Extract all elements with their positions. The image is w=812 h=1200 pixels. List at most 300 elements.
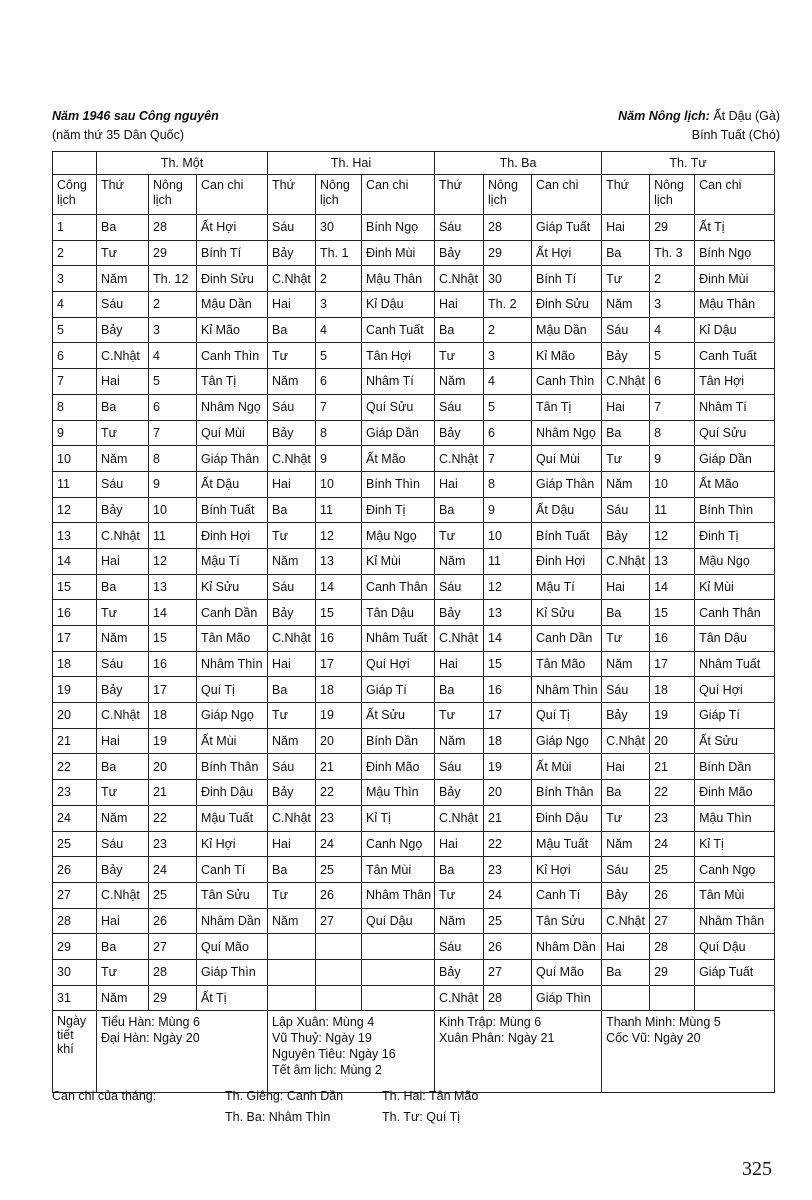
can-chi-cell — [695, 985, 775, 1011]
day-number: 2 — [53, 240, 97, 266]
day-number: 3 — [53, 266, 97, 292]
can-chi-cell: Canh Thân — [362, 574, 435, 600]
weekday-cell: Sáu — [97, 292, 149, 318]
solar-terms-cell — [435, 1011, 602, 1093]
can-chi-cell: Nhâm Thân — [695, 908, 775, 934]
weekday-cell: Năm — [268, 908, 316, 934]
weekday-cell — [268, 959, 316, 985]
weekday-cell: Bảy — [97, 317, 149, 343]
lunar-day-cell: 7 — [484, 446, 532, 472]
can-chi-cell: Giáp Ngọ — [197, 703, 268, 729]
can-chi-cell: Mậu Dần — [197, 292, 268, 318]
weekday-cell: Bảy — [602, 882, 650, 908]
weekday-cell: Ba — [435, 677, 484, 703]
table-row — [53, 934, 775, 960]
can-chi-cell: Kỉ Mão — [197, 317, 268, 343]
month-canchi-section — [52, 1089, 780, 1129]
can-chi-cell: Đinh Sửu — [532, 292, 602, 318]
can-chi-cell: Mậu Tí — [197, 548, 268, 574]
can-chi-cell: Mậu Ngọ — [362, 523, 435, 549]
can-chi-cell: Giáp Dần — [362, 420, 435, 446]
col-header-nong-lich: Nông lịch — [484, 175, 532, 215]
lunar-day-cell: 16 — [484, 677, 532, 703]
lunar-day-cell: 7 — [316, 394, 362, 420]
day-number: 21 — [53, 728, 97, 754]
can-chi-cell: Canh Ngọ — [362, 831, 435, 857]
can-chi-cell: Giáp Ngọ — [532, 728, 602, 754]
lunar-day-cell: 27 — [650, 908, 695, 934]
can-chi-cell: Ất Mùi — [197, 728, 268, 754]
header-line-2 — [52, 128, 780, 144]
solar-terms-cell — [97, 1011, 268, 1093]
day-number: 4 — [53, 292, 97, 318]
can-chi-cell: Đinh Hợi — [532, 548, 602, 574]
weekday-cell: Hai — [602, 215, 650, 241]
weekday-cell: Tư — [97, 600, 149, 626]
day-number: 15 — [53, 574, 97, 600]
can-chi-cell: Bính Thân — [197, 754, 268, 780]
weekday-cell: Sáu — [602, 317, 650, 343]
weekday-cell: Ba — [268, 677, 316, 703]
weekday-cell: Ba — [435, 857, 484, 883]
weekday-cell: C.Nhật — [602, 548, 650, 574]
lunar-day-cell: 12 — [484, 574, 532, 600]
can-chi-cell: Canh Dần — [532, 626, 602, 652]
lunar-day-cell: 30 — [316, 215, 362, 241]
weekday-cell: Hai — [435, 831, 484, 857]
lunar-year-next: Bính Tuất (Chó) — [691, 128, 780, 142]
can-chi-cell: Đinh Mùi — [362, 240, 435, 266]
day-number: 25 — [53, 831, 97, 857]
weekday-cell — [268, 934, 316, 960]
lunar-day-cell: 17 — [149, 677, 197, 703]
weekday-cell: Tư — [268, 343, 316, 369]
weekday-cell: Ba — [435, 497, 484, 523]
can-chi-cell: Giáp Thân — [197, 446, 268, 472]
can-chi-cell: Mậu Thân — [362, 266, 435, 292]
weekday-cell: Ba — [602, 600, 650, 626]
weekday-cell: Tư — [97, 420, 149, 446]
can-chi-cell: Bính Ngọ — [362, 215, 435, 241]
lunar-day-cell: 15 — [484, 651, 532, 677]
weekday-cell: Tư — [268, 703, 316, 729]
weekday-cell: Tư — [268, 882, 316, 908]
weekday-cell: C.Nhật — [435, 805, 484, 831]
lunar-day-cell: 29 — [149, 240, 197, 266]
weekday-cell: Năm — [97, 805, 149, 831]
lunar-day-cell: 3 — [316, 292, 362, 318]
lunar-day-cell: 14 — [149, 600, 197, 626]
can-chi-cell: Quí Dậu — [695, 934, 775, 960]
day-number: 22 — [53, 754, 97, 780]
can-chi-cell: Bính Tuất — [532, 523, 602, 549]
lunar-day-cell: 17 — [650, 651, 695, 677]
weekday-cell: Hai — [268, 651, 316, 677]
weekday-cell: C.Nhật — [97, 882, 149, 908]
weekday-cell: Sáu — [602, 497, 650, 523]
table-row — [53, 754, 775, 780]
can-chi-cell: Đinh Dậu — [532, 805, 602, 831]
lunar-day-cell: 20 — [316, 728, 362, 754]
solar-terms-row — [53, 1011, 775, 1093]
weekday-cell: Ba — [97, 574, 149, 600]
day-number: 30 — [53, 959, 97, 985]
weekday-cell: C.Nhật — [435, 266, 484, 292]
lunar-day-cell: 26 — [316, 882, 362, 908]
weekday-cell: Bảy — [97, 677, 149, 703]
table-row — [53, 882, 775, 908]
lunar-day-cell: Th. 3 — [650, 240, 695, 266]
weekday-cell: Bảy — [435, 600, 484, 626]
lunar-day-cell: 19 — [484, 754, 532, 780]
weekday-cell: Ba — [602, 780, 650, 806]
weekday-cell: Hai — [97, 908, 149, 934]
can-chi-cell: Đinh Sửu — [197, 266, 268, 292]
lunar-day-cell: 10 — [650, 471, 695, 497]
lunar-day-cell: 18 — [149, 703, 197, 729]
lunar-day-cell: 8 — [650, 420, 695, 446]
can-chi-cell: Giáp Thìn — [532, 985, 602, 1011]
weekday-cell: Tư — [602, 446, 650, 472]
table-row — [53, 317, 775, 343]
weekday-cell: Ba — [97, 394, 149, 420]
col-header-thu: Thứ — [602, 175, 650, 215]
can-chi-cell: Nhâm Ngọ — [197, 394, 268, 420]
can-chi-cell — [362, 985, 435, 1011]
weekday-cell: Bảy — [435, 780, 484, 806]
can-chi-cell: Tân Tị — [532, 394, 602, 420]
solar-terms-cell — [268, 1011, 435, 1093]
month-header: Th. Hai — [268, 152, 435, 175]
weekday-cell: Sáu — [97, 651, 149, 677]
col-header-can-chi: Can chi — [695, 175, 775, 215]
weekday-cell: Năm — [268, 548, 316, 574]
can-chi-cell: Nhâm Tí — [695, 394, 775, 420]
lunar-day-cell: 18 — [484, 728, 532, 754]
can-chi-cell: Kỉ Mùi — [695, 574, 775, 600]
table-row — [53, 548, 775, 574]
day-number: 23 — [53, 780, 97, 806]
day-number: 20 — [53, 703, 97, 729]
can-chi-cell: Mậu Thân — [695, 292, 775, 318]
can-chi-cell: Kỉ Sửu — [197, 574, 268, 600]
weekday-cell: Sáu — [602, 857, 650, 883]
weekday-cell: Sáu — [435, 215, 484, 241]
lunar-day-cell: 10 — [149, 497, 197, 523]
day-number: 14 — [53, 548, 97, 574]
lunar-day-cell: 11 — [149, 523, 197, 549]
solar-terms-cell — [602, 1011, 775, 1093]
weekday-cell: Tư — [97, 780, 149, 806]
day-number: 17 — [53, 626, 97, 652]
lunar-day-cell: 16 — [650, 626, 695, 652]
col-header-cong-lich: Công lịch — [53, 175, 97, 215]
weekday-cell: C.Nhật — [268, 266, 316, 292]
day-number: 19 — [53, 677, 97, 703]
lunar-day-cell: 3 — [484, 343, 532, 369]
can-chi-cell: Canh Tí — [532, 882, 602, 908]
lunar-day-cell: 19 — [650, 703, 695, 729]
can-chi-cell: Giáp Tí — [695, 703, 775, 729]
can-chi-cell: Giáp Dần — [695, 446, 775, 472]
weekday-cell: Ba — [268, 857, 316, 883]
can-chi-cell: Mậu Thìn — [362, 780, 435, 806]
lunar-day-cell: 28 — [650, 934, 695, 960]
lunar-day-cell: 21 — [149, 780, 197, 806]
lunar-day-cell: 23 — [316, 805, 362, 831]
lunar-day-cell: 6 — [484, 420, 532, 446]
can-chi-cell: Quí Tị — [532, 703, 602, 729]
can-chi-cell: Ất Sửu — [695, 728, 775, 754]
can-chi-cell: Quí Dậu — [362, 908, 435, 934]
can-chi-cell: Canh Thìn — [532, 369, 602, 395]
day-number: 24 — [53, 805, 97, 831]
weekday-cell: Bảy — [435, 420, 484, 446]
lunar-day-cell: 15 — [650, 600, 695, 626]
can-chi-cell: Kỉ Mùi — [362, 548, 435, 574]
weekday-cell: Năm — [602, 831, 650, 857]
lunar-day-cell: 26 — [149, 908, 197, 934]
table-row — [53, 266, 775, 292]
lunar-day-cell: 27 — [316, 908, 362, 934]
weekday-cell: Năm — [268, 369, 316, 395]
lunar-day-cell — [316, 959, 362, 985]
weekday-cell: Bảy — [602, 703, 650, 729]
day-number: 1 — [53, 215, 97, 241]
can-chi-cell: Quí Sửu — [362, 394, 435, 420]
lunar-day-cell: 5 — [484, 394, 532, 420]
weekday-cell: Bảy — [435, 959, 484, 985]
day-number: 7 — [53, 369, 97, 395]
can-chi-cell: Đinh Tị — [362, 497, 435, 523]
can-chi-cell: Ất Mão — [362, 446, 435, 472]
day-number: 13 — [53, 523, 97, 549]
lunar-day-cell: 27 — [484, 959, 532, 985]
table-row — [53, 574, 775, 600]
can-chi-cell: Ất Hợi — [532, 240, 602, 266]
weekday-cell: C.Nhật — [268, 446, 316, 472]
solar-term-entry: Nguyên Tiêu: Ngày 16 — [272, 1047, 396, 1062]
can-chi-cell: Bính Thìn — [362, 471, 435, 497]
can-chi-cell: Tân Mùi — [362, 857, 435, 883]
weekday-cell: Hai — [602, 574, 650, 600]
can-chi-cell: Quí Tị — [197, 677, 268, 703]
lunar-day-cell: 7 — [149, 420, 197, 446]
weekday-cell: Năm — [435, 728, 484, 754]
can-chi-cell: Tân Mão — [532, 651, 602, 677]
can-chi-cell: Tân Mùi — [695, 882, 775, 908]
lunar-day-cell: 8 — [484, 471, 532, 497]
lunar-day-cell: 4 — [149, 343, 197, 369]
can-chi-cell: Tân Hợi — [695, 369, 775, 395]
lunar-day-cell: 6 — [149, 394, 197, 420]
day-number: 12 — [53, 497, 97, 523]
solar-terms-label: Ngày tiết khí — [53, 1011, 97, 1093]
weekday-cell: Năm — [97, 266, 149, 292]
col-header-thu: Thứ — [97, 175, 149, 215]
weekday-cell: Sáu — [268, 574, 316, 600]
lunar-day-cell: 10 — [316, 471, 362, 497]
table-row — [53, 343, 775, 369]
col-header-nong-lich: Nông lịch — [149, 175, 197, 215]
day-number: 31 — [53, 985, 97, 1011]
can-chi-cell: Ất Hợi — [197, 215, 268, 241]
table-row — [53, 240, 775, 266]
table-row — [53, 471, 775, 497]
weekday-cell: Ba — [97, 934, 149, 960]
lunar-day-cell — [316, 934, 362, 960]
lunar-day-cell: 11 — [484, 548, 532, 574]
lunar-day-cell: 27 — [149, 934, 197, 960]
can-chi-cell: Tân Sửu — [197, 882, 268, 908]
lunar-day-cell: 8 — [316, 420, 362, 446]
can-chi-cell: Kỉ Dậu — [695, 317, 775, 343]
lunar-day-cell: 3 — [149, 317, 197, 343]
can-chi-cell: Bính Dần — [695, 754, 775, 780]
can-chi-cell: Canh Ngọ — [695, 857, 775, 883]
can-chi-cell: Quí Mùi — [197, 420, 268, 446]
weekday-cell: Bảy — [602, 523, 650, 549]
lunar-day-cell: 22 — [316, 780, 362, 806]
calendar-table — [52, 151, 775, 1093]
lunar-day-cell: 16 — [316, 626, 362, 652]
weekday-cell: Tư — [435, 523, 484, 549]
lunar-day-cell: 29 — [650, 959, 695, 985]
can-chi-cell: Giáp Tuất — [532, 215, 602, 241]
day-number: 29 — [53, 934, 97, 960]
table-row — [53, 497, 775, 523]
solar-term-entry: Xuân Phân: Ngày 21 — [439, 1031, 555, 1046]
lunar-day-cell: 9 — [650, 446, 695, 472]
month-header-row — [53, 152, 775, 175]
weekday-cell: Sáu — [268, 215, 316, 241]
can-chi-cell: Nhâm Thìn — [532, 677, 602, 703]
table-row — [53, 523, 775, 549]
can-chi-cell: Ất Tị — [695, 215, 775, 241]
weekday-cell: Hai — [602, 394, 650, 420]
weekday-cell: Sáu — [435, 574, 484, 600]
lunar-day-cell: 6 — [316, 369, 362, 395]
lunar-day-cell: 8 — [149, 446, 197, 472]
lunar-day-cell: 12 — [650, 523, 695, 549]
can-chi-cell: Ất Sửu — [362, 703, 435, 729]
weekday-cell: C.Nhật — [435, 446, 484, 472]
weekday-cell: Năm — [435, 908, 484, 934]
lunar-day-cell: 3 — [650, 292, 695, 318]
weekday-cell: Năm — [435, 548, 484, 574]
weekday-cell: Hai — [97, 369, 149, 395]
can-chi-cell: Bính Ngọ — [695, 240, 775, 266]
can-chi-cell — [362, 959, 435, 985]
weekday-cell: C.Nhật — [97, 343, 149, 369]
can-chi-cell — [362, 934, 435, 960]
lunar-day-cell: 10 — [484, 523, 532, 549]
solar-term-entry: Kinh Trập: Mùng 6 — [439, 1015, 542, 1030]
lunar-day-cell: 2 — [484, 317, 532, 343]
weekday-cell: Sáu — [435, 934, 484, 960]
lunar-day-cell — [316, 985, 362, 1011]
table-row — [53, 677, 775, 703]
col-header-thu: Thứ — [435, 175, 484, 215]
lunar-day-cell: 25 — [316, 857, 362, 883]
lunar-day-cell: 2 — [650, 266, 695, 292]
can-chi-cell: Quí Mão — [532, 959, 602, 985]
table-row — [53, 626, 775, 652]
weekday-cell: Năm — [602, 471, 650, 497]
table-row — [53, 394, 775, 420]
weekday-cell: Năm — [268, 728, 316, 754]
lunar-day-cell: 7 — [650, 394, 695, 420]
lunar-day-cell: 29 — [650, 215, 695, 241]
column-header-row — [53, 175, 775, 215]
lunar-day-cell: 13 — [484, 600, 532, 626]
can-chi-cell: Bính Tuất — [197, 497, 268, 523]
weekday-cell: Tư — [435, 703, 484, 729]
can-chi-cell: Đinh Mão — [695, 780, 775, 806]
can-chi-cell: Canh Tuất — [362, 317, 435, 343]
can-chi-cell: Ất Dậu — [197, 471, 268, 497]
weekday-cell: Ba — [602, 959, 650, 985]
solar-term-entry: Đại Hàn: Ngày 20 — [101, 1031, 200, 1046]
weekday-cell: C.Nhật — [602, 908, 650, 934]
lunar-day-cell: 5 — [149, 369, 197, 395]
weekday-cell: C.Nhật — [97, 703, 149, 729]
weekday-cell: Hai — [97, 728, 149, 754]
lunar-day-cell: 14 — [650, 574, 695, 600]
day-number: 9 — [53, 420, 97, 446]
table-row — [53, 703, 775, 729]
lunar-year-value: Ất Dậu (Gà) — [713, 109, 780, 123]
can-chi-cell: Bính Dần — [362, 728, 435, 754]
weekday-cell: Ba — [97, 215, 149, 241]
can-chi-cell: Quí Mão — [197, 934, 268, 960]
lunar-day-cell: 24 — [650, 831, 695, 857]
can-chi-cell: Nhâm Tuất — [362, 626, 435, 652]
weekday-cell: C.Nhật — [435, 985, 484, 1011]
weekday-cell: Năm — [602, 292, 650, 318]
lunar-day-cell: 11 — [650, 497, 695, 523]
weekday-cell: Bảy — [268, 780, 316, 806]
lunar-day-cell: 26 — [650, 882, 695, 908]
corner-cell — [53, 152, 97, 175]
day-number: 5 — [53, 317, 97, 343]
day-number: 18 — [53, 651, 97, 677]
lunar-day-cell: 23 — [149, 831, 197, 857]
can-chi-cell: Ất Dậu — [532, 497, 602, 523]
weekday-cell: Hai — [602, 754, 650, 780]
weekday-cell: Sáu — [268, 754, 316, 780]
can-chi-cell: Đinh Dậu — [197, 780, 268, 806]
can-chi-cell: Bính Thìn — [695, 497, 775, 523]
lunar-day-cell: 25 — [149, 882, 197, 908]
can-chi-cell: Mậu Ngọ — [695, 548, 775, 574]
weekday-cell: Sáu — [97, 831, 149, 857]
can-chi-cell: Nhâm Ngọ — [532, 420, 602, 446]
can-chi-cell: Nhâm Tí — [362, 369, 435, 395]
lunar-day-cell: 6 — [650, 369, 695, 395]
lunar-day-cell: 20 — [484, 780, 532, 806]
weekday-cell — [268, 985, 316, 1011]
weekday-cell: Hai — [602, 934, 650, 960]
table-row — [53, 805, 775, 831]
can-chi-cell: Nhâm Thìn — [197, 651, 268, 677]
table-row — [53, 446, 775, 472]
weekday-cell: Năm — [602, 651, 650, 677]
day-number: 16 — [53, 600, 97, 626]
weekday-cell: Sáu — [435, 394, 484, 420]
can-chi-cell: Nhâm Dần — [532, 934, 602, 960]
lunar-day-cell: 22 — [484, 831, 532, 857]
